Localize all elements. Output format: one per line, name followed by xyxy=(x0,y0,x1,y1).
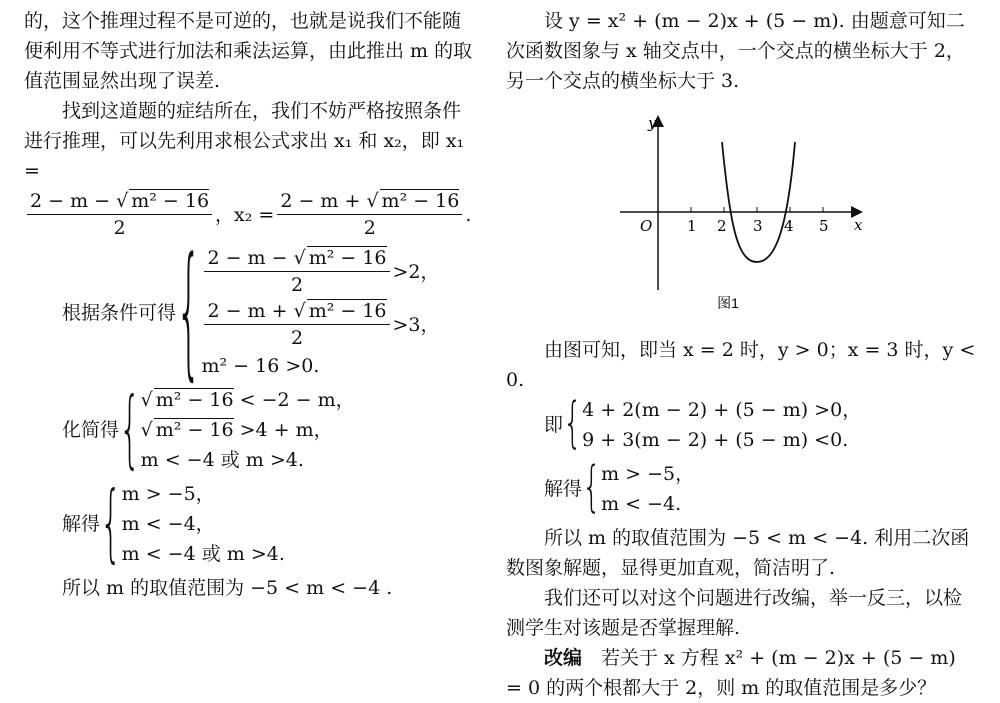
right-column-lower xyxy=(506,335,976,703)
figure-caption: 图1 xyxy=(717,295,739,311)
paragraph-variant-problem: 改编 若关于 x 方程 x² + (m − 2)x + (5 − m) = 0 的两个根都大于 2，则 m 的取值范围是多少？ xyxy=(506,647,956,699)
system-inequalities-label: 即 xyxy=(544,414,564,436)
tick-label-2: 2 xyxy=(717,217,727,235)
y-axis-label: y xyxy=(648,114,657,132)
left-brace-icon: { xyxy=(176,230,202,396)
tick-label-4: 4 xyxy=(784,217,794,235)
tick-label-3: 3 xyxy=(753,217,763,235)
system-conditions-label: 根据条件可得 xyxy=(62,302,177,324)
tick-label-5: 5 xyxy=(819,217,829,235)
x1-fraction: $\frac{\text{2 − m − √ m² − 16}}{2}$ xyxy=(27,188,212,241)
paragraph-root-formula: 找到这道题的症结所在，我们不妨严格按照条件进行推理，可以先利用求根公式求出 x₁ 和 x₂，即 x₁ = xyxy=(24,100,465,182)
conclusion-left: 所以 m 的取值范围为 −5 < m < −4 . xyxy=(62,577,393,599)
x2-label: ，x₂ = xyxy=(215,203,275,226)
paragraph-adaptation: 我们还可以对这个问题进行改编，举一反三，以检测学生对该题是否掌握理解. xyxy=(506,587,963,639)
paragraph-graph-reading: 由图可知，即当 x = 2 时，y > 0；x = 3 时，y < 0. xyxy=(506,339,976,391)
paragraph-quadratic-setup: 设 y = x² + (m − 2)x + (5 − m). 由题意可知二次函数图象与 x 轴交点中，一个交点的横坐标大于 2，另一个交点的横坐标大于 3. xyxy=(506,10,965,92)
system-conditions: 根据条件可得 { $\frac{\text{2 − m − √ m² − 16}}{2}$ >2， $\frac{\text{2 − m + √ m² − 16}}{2}$ >3， m² − 16 >0. xyxy=(62,230,440,396)
roots-expression: $\frac{\text{2 − m − √ m² − 16}}{2}$ ，x₂ = $\frac{\text{2 − m + √ m² − 16}}{2}$ . xyxy=(24,188,474,241)
x2-fraction: $\frac{\text{2 − m + √ m² − 16}}{2}$ xyxy=(277,188,462,241)
x-axis-label: x xyxy=(854,216,863,234)
right-column xyxy=(506,6,976,96)
system-solution-right-label: 解得 xyxy=(544,478,583,500)
tick-label-1: 1 xyxy=(687,217,697,235)
system-solution: 解得 { m > −5， m < −4， m < −4 或 m >4. xyxy=(62,474,285,574)
paragraph-reasoning-error: 的，这个推理过程不是可逆的，也就是说我们不能随便利用不等式进行加法和乘法运算，由此推出 m 的取值范围显然出现了误差. xyxy=(24,10,473,92)
origin-label: O xyxy=(640,217,653,235)
left-brace-icon: { xyxy=(582,456,602,520)
parabola-curve xyxy=(722,142,795,262)
left-brace-icon: { xyxy=(119,380,141,480)
system-simplified-label: 化简得 xyxy=(62,419,120,441)
system-solution-label: 解得 xyxy=(62,513,101,535)
variant-label: 改编 xyxy=(544,647,583,669)
left-column xyxy=(24,6,474,603)
system-simplified: 化简得 { √ m² − 16 < −2 − m， √ m² − 16 >4 + m， m < −4 或 m >4. xyxy=(62,380,355,480)
system-inequalities: 即 { 4 + 2(m − 2) + (5 − m) >0， 9 + 3(m − 2) + (5 − m) <0. xyxy=(544,392,862,456)
left-brace-icon: { xyxy=(563,392,583,456)
parabola-figure xyxy=(612,112,872,322)
conclusion-right: 所以 m 的取值范围为 −5 < m < −4. 利用二次函数图象解题，显得更加直观，简洁明了. xyxy=(506,527,970,579)
system-solution-right: 解得 { m > −5， m < −4. xyxy=(544,456,695,520)
left-brace-icon: { xyxy=(100,474,122,574)
